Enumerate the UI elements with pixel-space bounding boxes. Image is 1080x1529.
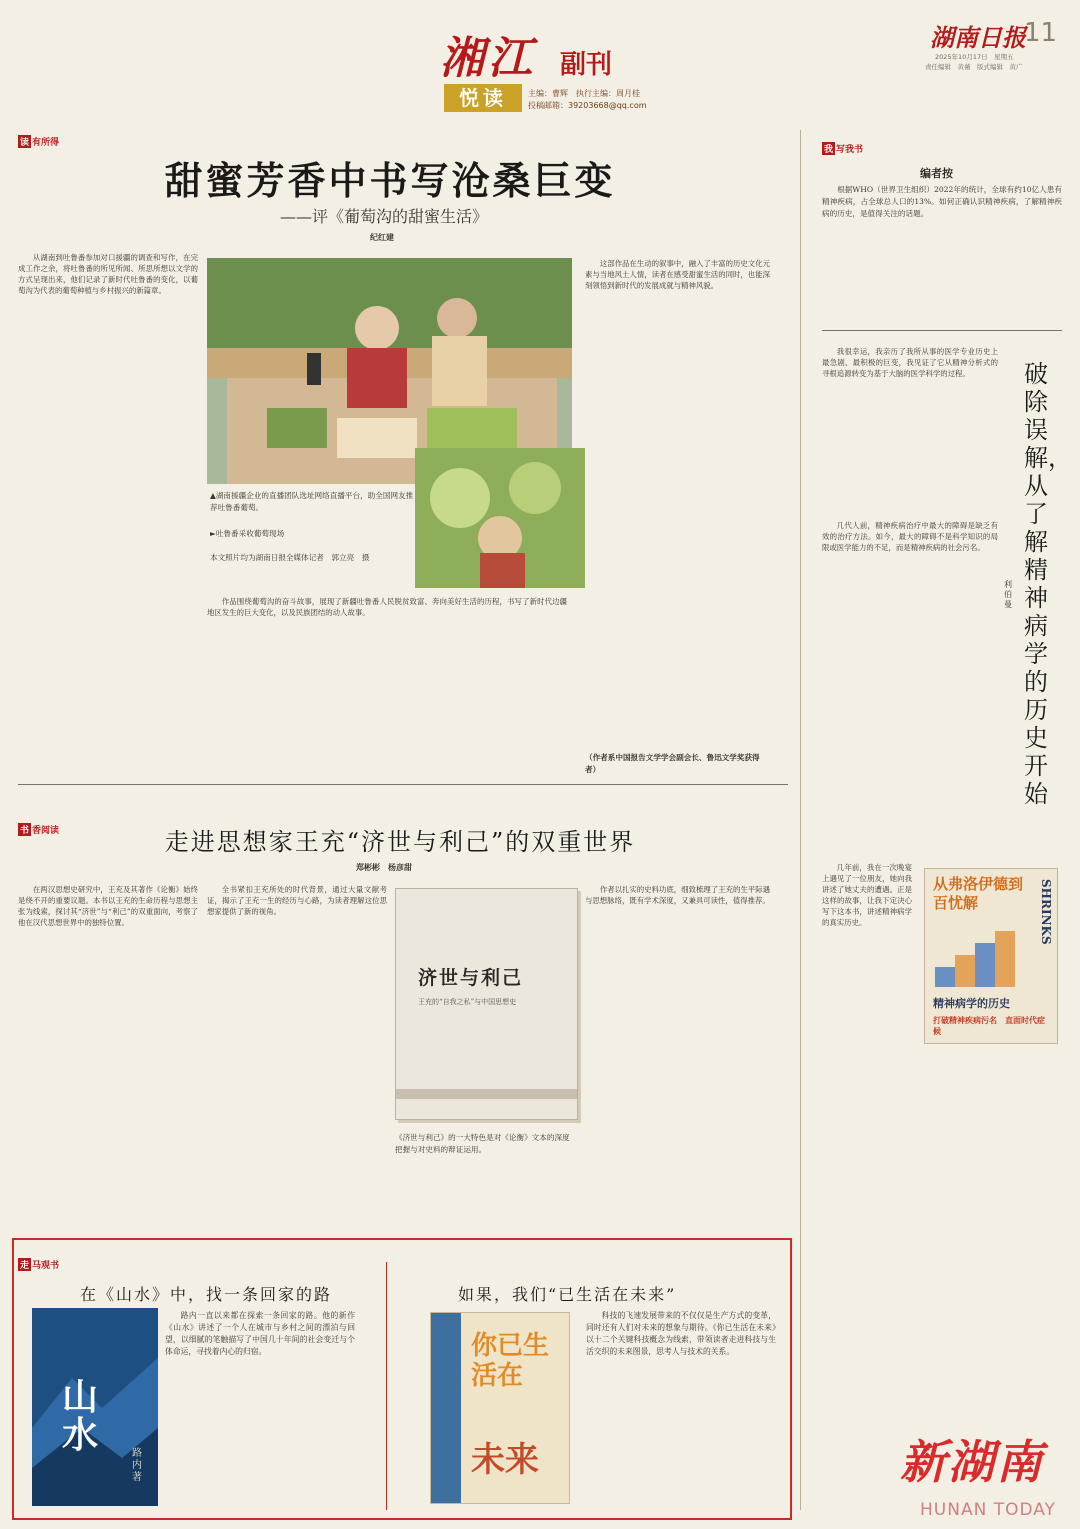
article3-left-title: 在《山水》中，找一条回家的路 [80, 1285, 333, 1304]
watermark-cn: 新湖南 [900, 1435, 1044, 1489]
article1-photo-caption3: 本文照片均为湖南日报全媒体记者 郭立亮 摄 [210, 553, 370, 562]
staircase-art [935, 927, 1035, 987]
section-tag-text: 有所得 [32, 138, 60, 148]
sidebar-tail [822, 1104, 1058, 1404]
book-cover-subtitle: 王充的“自我之私”与中国思想史 [418, 998, 517, 1006]
section-tag-sidebar [822, 142, 863, 155]
article1-author: 纪红建 [370, 232, 394, 242]
future-cover-title-a: 你已生活在 [471, 1331, 550, 1391]
masthead-brand-sub: 副刊 [560, 50, 613, 80]
shrinks-book-tag: 打破精神疾病污名 直面时代症候 [933, 1015, 1045, 1036]
section-tag-text: 写我书 [836, 145, 864, 155]
editor-note-rule [822, 330, 1062, 331]
sidebar-body3 [822, 862, 912, 1102]
article3-left-body-text: 路内一直以来都在探索一条回家的路。他的新作《山水》讲述了一个人在城市与乡村之间的漂泊与回望，以细腻的笔触描写了中国几十年间的社会变迁与个体命运，寻找着内心的归宿。 [165, 1311, 355, 1356]
sidebar-body3-text: 几年前，我在一次晚宴上遇见了一位朋友，她向我讲述了她丈夫的遭遇。正是这样的故事，让我下定决心写下这本书，讲述精神病学的真实历史。 [822, 863, 912, 927]
masthead [0, 0, 1080, 130]
article2-col2 [207, 884, 387, 1222]
section-tag-article3 [18, 1258, 59, 1271]
section-tag-text: 马观书 [32, 1261, 60, 1271]
shanshui-book-cover [32, 1308, 158, 1506]
article1-title: 甜蜜芳香中书写沧桑巨变 [164, 158, 616, 203]
article2-col3-text: 作者以扎实的史料功底，细致梳理了王充的生平际遇与思想脉络，既有学术深度，又兼具可读性，值得推荐。 [585, 885, 770, 905]
column-divider [800, 130, 801, 1510]
shrinks-title-en: SHRINKS [1039, 879, 1053, 945]
issue-date: 2025年10月17日 星期五 [935, 53, 1014, 61]
shrinks-book-cover [924, 868, 1058, 1044]
page-number: 11 [1024, 18, 1058, 48]
sidebar-body2 [822, 520, 998, 860]
paper-name: 湖南日报 [930, 23, 1026, 52]
section-tag-char: 书 [18, 823, 31, 836]
article3-left-body [165, 1310, 355, 1506]
article3-right-body [586, 1310, 776, 1506]
sidebar-body2-text: 几代人前，精神疾病治疗中最大的障碍是缺乏有效的治疗方法。如今，最大的障碍不是科学知识的局限或医学能力的不足，而是精神疾病的社会污名。 [822, 521, 998, 552]
article1-photo-caption1: ▲湖南援疆企业的直播团队选址网络直播平台，助全国网友推荐吐鲁番葡萄。 [210, 491, 414, 512]
article3-middle-rule [386, 1262, 387, 1510]
article1-bottom-rule [18, 784, 788, 785]
masthead-meta: 责任编辑 黄薇 版式编辑 黄广 [925, 63, 1023, 71]
article1-photo-harvest [415, 448, 585, 588]
section-tag-text: 香阅读 [32, 826, 60, 836]
article1-col1 [18, 252, 198, 774]
book-cover-band [396, 1089, 577, 1099]
article1-col1-text: 从湖南到吐鲁番参加对口援疆的调查和写作，在完成工作之余，将吐鲁番的所见所闻、所思所想以文学的方式呈现出来，他们记录了新时代吐鲁番的变化，以葡萄沟为代表的葡萄种植与乡村振兴的新篇章。 [18, 253, 198, 295]
article2-author: 郑彬彬 杨彦甜 [356, 862, 412, 872]
section-tag-article1 [18, 135, 59, 148]
article3-right-title: 如果，我们“已生活在未来” [458, 1285, 677, 1304]
article2-col2-text: 全书紧扣王充所处的时代背景，通过大量文献考证，揭示了王充一生的经历与心路，为读者理解这位思想家提供了新的视角。 [207, 885, 387, 916]
watermark-en: HUNAN TODAY [920, 1500, 1056, 1520]
masthead-brand: 湘江 [440, 33, 536, 84]
editor-note-text: 根据WHO（世界卫生组织）2022年的统计，全球有约10亿人患有精神疾病，占全球总人口的13%。如何正确认识精神疾病，了解精神疾病的历史，是值得关注的话题。 [822, 185, 1062, 218]
section-tag-article2 [18, 823, 59, 836]
article2-title: 走进思想家王充“济世与利己”的双重世界 [164, 828, 636, 856]
masthead-column: 悦读 [444, 84, 522, 112]
section-tag-char: 走 [18, 1258, 31, 1271]
article1-col3-text: 这部作品在生动的叙事中，融入了丰富的历史文化元素与当地风土人情，读者在感受甜蜜生活的同时，也能深刻领悟到新时代的发展成就与精神风貌。 [585, 259, 770, 290]
sidebar-author: 利伯曼 [1004, 580, 1012, 609]
masthead-email: 投稿邮箱：39203668@qq.com [528, 101, 647, 110]
article3-right-body-text: 科技的飞速发展带来的不仅仅是生产方式的变革，同时还有人们对未来的想象与期待。《你已生活在未来》以十二个关键科技概念为线索，带领读者走进科技与生活交织的未来图景，思考人与技术的关系。 [586, 1311, 776, 1356]
article2-col1-text: 在两汉思想史研究中，王充及其著作《论衡》始终是绕不开的重要议题。本书以王充的生命历程与思想主张为线索，探讨其“济世”与“利己”的双重面向，考察了他在汉代思想世界中的独特位置。 [18, 885, 198, 927]
article1-col2-text: 作品围绕葡萄沟的奋斗故事，展现了新疆吐鲁番人民脱贫致富、奔向美好生活的历程，书写了新时代边疆地区发生的巨大变化，以及民族团结的动人故事。 [207, 597, 567, 617]
article1-subtitle: ——评《葡萄沟的甜蜜生活》 [280, 207, 489, 226]
article2-col1 [18, 884, 198, 1222]
section-tag-char: 读 [18, 135, 31, 148]
article2-book-cover [395, 888, 578, 1120]
book-cover-title: 济世与利己 [418, 967, 524, 989]
future-book-cover [430, 1312, 570, 1504]
shrinks-title-cn: 从弗洛伊德到百忧解 [933, 875, 1024, 912]
grape-harvest-image [415, 448, 585, 588]
sidebar-body1-text: 我很幸运，我亲历了我所从事的医学专业历史上最急剧、最积极的巨变，我见证了它从精神分析式的寻根追源转变为基于大脑的医学科学的过程。 [822, 347, 998, 378]
shanshui-cover-title: 山水 [62, 1376, 99, 1456]
sidebar-title: 破除误解，从了解精神病学的历史开始 [1024, 360, 1072, 808]
article1-photo-caption2: ►吐鲁番采收葡萄现场 [210, 529, 285, 538]
sidebar-body1 [822, 346, 998, 516]
article1-col2 [207, 596, 567, 774]
article1-col3 [585, 258, 770, 738]
section-tag-char: 我 [822, 142, 835, 155]
editor-note [822, 184, 1062, 320]
future-cover-title-b: 未来 [471, 1440, 539, 1480]
article2-col3 [585, 884, 770, 1222]
future-cover-strip [431, 1313, 461, 1504]
masthead-editors: 主编：曹辉 执行主编：周月桂 [528, 89, 640, 98]
article2-book-caption: 《济世与利己》的一大特色是对《论衡》文本的深度把握与对史料的辩证运用。 [395, 1133, 570, 1154]
shanshui-cover-author: 路内著 [132, 1448, 142, 1483]
editor-note-title: 编者按 [920, 167, 953, 180]
shrinks-book-sub: 精神病学的历史 [933, 997, 1010, 1010]
article1-footer-note: （作者系中国报告文学学会副会长、鲁迅文学奖获得者） [585, 753, 760, 774]
